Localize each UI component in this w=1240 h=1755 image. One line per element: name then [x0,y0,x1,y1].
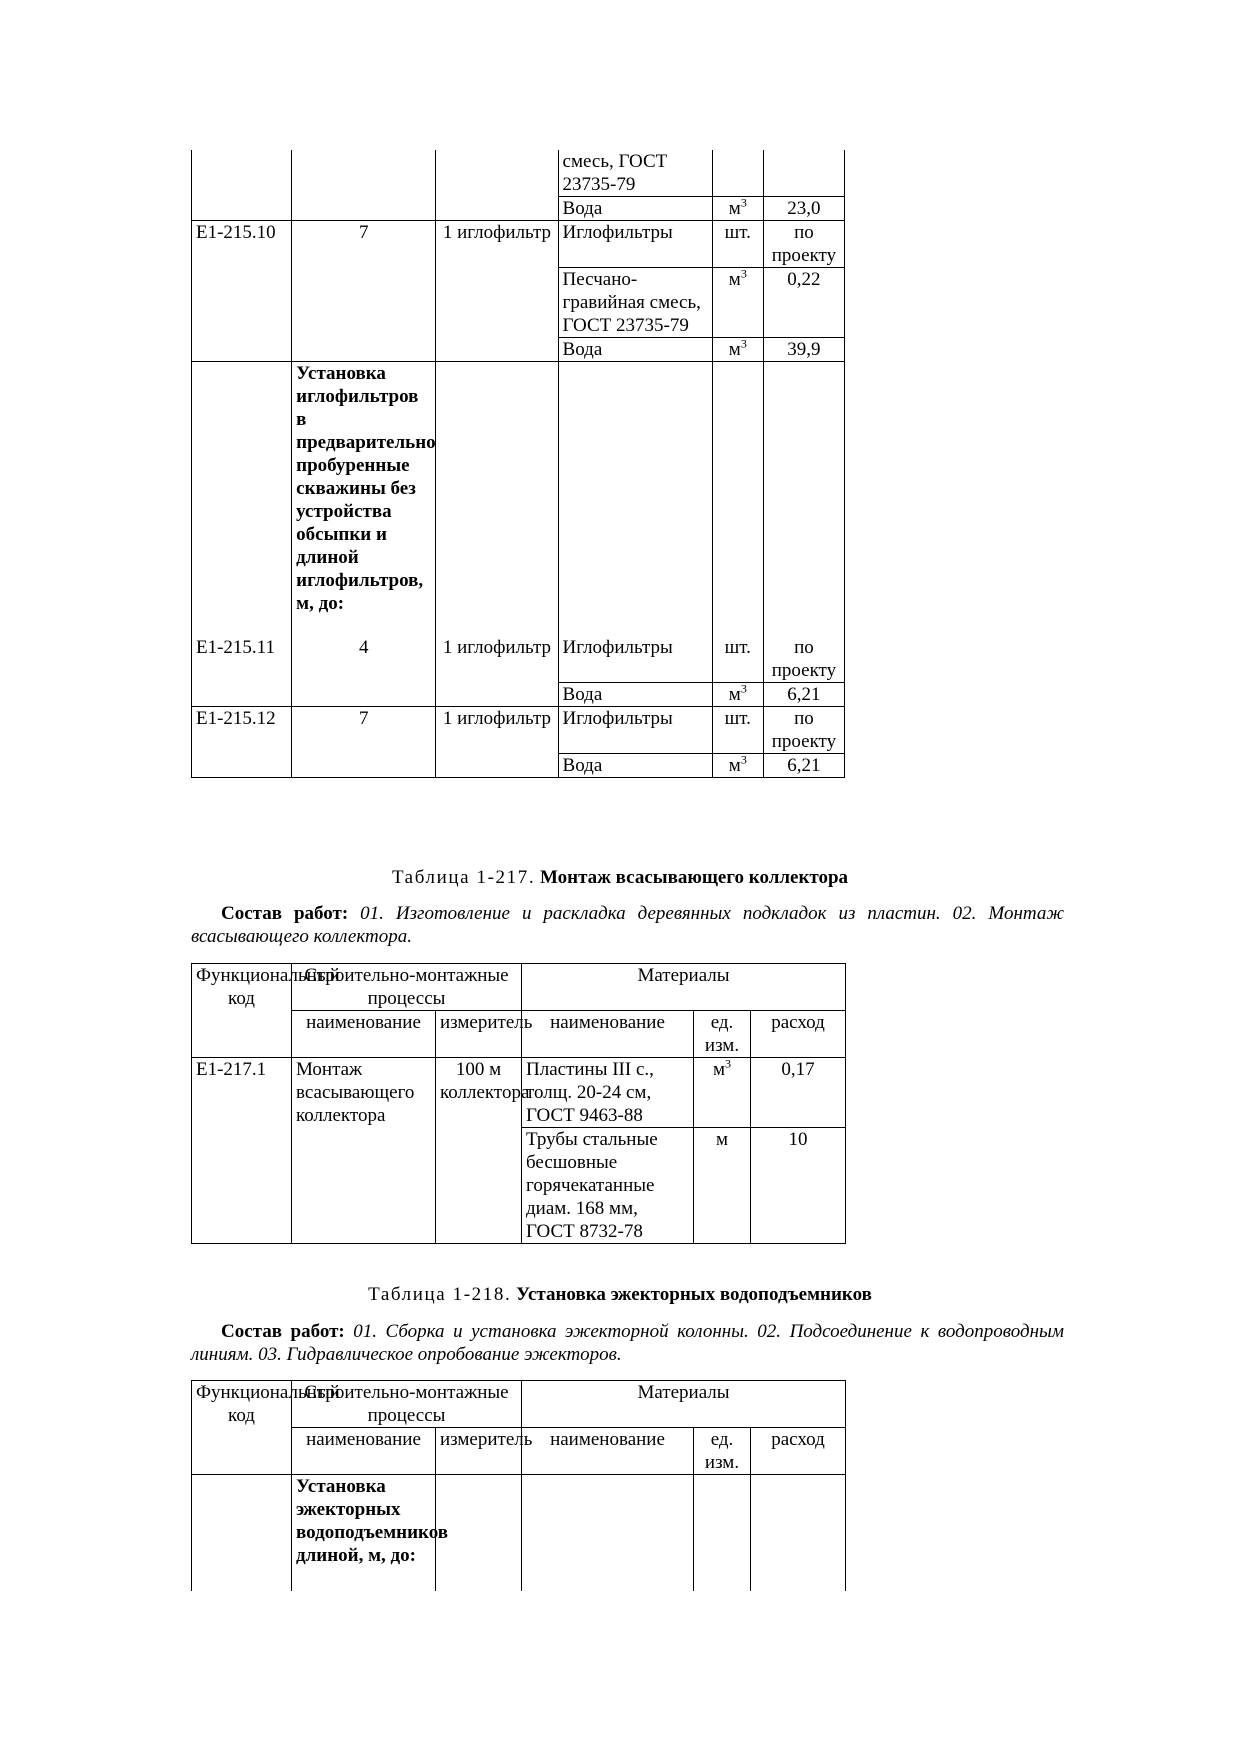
material-unit: шт. [712,707,763,754]
header-meter: измеритель [436,1011,522,1058]
row-code: Е1-215.10 [192,221,292,362]
material-qty: 10 [751,1128,846,1244]
section-heading: Установка эжекторных водоподъемников длиной, м, до: [292,1475,436,1592]
material-unit: $м^3$ [712,268,763,338]
table-218-caption [0,1283,1240,1306]
material-qty: 39,9 [763,338,844,362]
header-materials: Материалы [522,1381,846,1428]
material-qty: 6,21 [763,754,844,778]
table-1-218 [191,1380,846,1591]
caption-title: Установка эжекторных водоподъемников [516,1284,872,1305]
row-unit: 1 иглофильтр [436,707,558,778]
header-meter: измеритель [436,1428,522,1475]
table-row [192,707,845,754]
material-unit: $м^3$ [712,683,763,707]
material-name: Пластины III с., толщ. 20-24 см, ГОСТ 9463-88 [522,1058,694,1128]
material-qty: по проекту [763,707,844,754]
header-processes: Строительно-монтажные процессы [292,1381,522,1428]
material-qty: по проекту [763,636,844,683]
caption-prefix: Таблица 1-217. [391,867,536,888]
material-qty: 0,22 [763,268,844,338]
header-mat-unit: ед. изм. [694,1011,751,1058]
row-code: Е1-215.12 [192,707,292,778]
row-unit: 1 иглофильтр [436,636,558,707]
work-label: Состав работ: [221,903,349,924]
caption-prefix: Таблица 1-218. [368,1284,512,1305]
material-unit: шт. [712,636,763,683]
material-unit: $м^3$ [694,1058,751,1128]
material-name: Иглофильтры [558,636,712,683]
material-qty: 6,21 [763,683,844,707]
work-label: Состав работ: [221,1321,345,1342]
material-qty: 0,17 [751,1058,846,1128]
header-processes: Строительно-монтажные процессы [292,964,522,1011]
header-mat-qty: расход [751,1428,846,1475]
material-unit: шт. [712,221,763,268]
header-mat-name: наименование [522,1011,694,1058]
table-row [192,362,845,637]
work-composition-218 [191,1320,1064,1366]
material-name: Иглофильтры [558,221,712,268]
header-code: Функциональный код [192,1381,292,1475]
row-code: Е1-215.11 [192,636,292,707]
row-name: Монтаж всасывающего коллектора [292,1058,436,1244]
row-length: 4 [292,636,436,707]
material-qty: 23,0 [763,197,844,221]
caption-title: Монтаж всасывающего коллектора [539,867,849,888]
header-name: наименование [292,1428,436,1475]
header-code: Функциональный код [192,964,292,1058]
material-name: Иглофильтры [558,707,712,754]
work-text: 01. Сборка и установка эжекторной колонны. 02. Подсоединение к водопроводным линиям. 03. Гидравлическое опробование эжекторов. [191,1321,1064,1365]
table-1-217 [191,963,846,1244]
table-row [192,636,845,683]
table-row [192,1475,846,1592]
material-unit: $м^3$ [712,338,763,362]
table-row [192,150,845,197]
material-unit: м [694,1128,751,1244]
material-unit: $м^3$ [712,197,763,221]
table-217-caption [0,866,1240,889]
work-text: 01. Изготовление и раскладка деревянных подкладок из пластин. 02. Монтаж всасывающего коллектора. [191,903,1064,947]
header-mat-qty: расход [751,1011,846,1058]
section-heading: Установка иглофильтров в предварительно пробуренные скважины без устройства обсыпки и длиной иглофильтров, м, до: [292,362,436,637]
table-1-215-continuation [191,150,845,778]
material-unit: $м^3$ [712,754,763,778]
material-name: Трубы стальные бесшовные горячекатанные диам. 168 мм, ГОСТ 8732-78 [522,1128,694,1244]
header-mat-unit: ед. изм. [694,1428,751,1475]
row-length: 7 [292,221,436,362]
work-composition-217 [191,902,1064,948]
row-unit: 1 иглофильтр [436,221,558,362]
row-code: Е1-217.1 [192,1058,292,1244]
material-name: Вода [558,683,712,707]
material-name: Вода [558,754,712,778]
row-length: 7 [292,707,436,778]
header-name: наименование [292,1011,436,1058]
material-name: смесь, ГОСТ 23735-79 [558,150,712,197]
material-name: Вода [558,338,712,362]
header-mat-name: наименование [522,1428,694,1475]
material-qty: по проекту [763,221,844,268]
material-name: Вода [558,197,712,221]
table-row [192,1058,846,1128]
material-name: Песчано-гравийная смесь, ГОСТ 23735-79 [558,268,712,338]
header-materials: Материалы [522,964,846,1011]
row-meter: 100 м коллектора [436,1058,522,1244]
table-row [192,221,845,268]
